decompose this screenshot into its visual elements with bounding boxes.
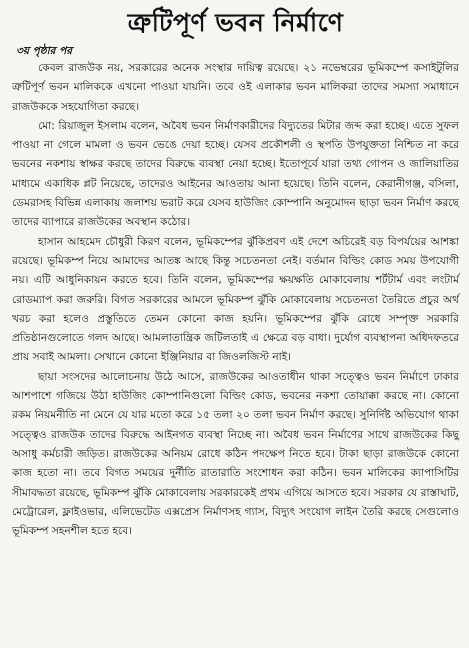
article-headline: ত্রুটিপূর্ণ ভবন নির্মাণে	[127, 8, 344, 37]
headline-container	[12, 6, 459, 42]
paragraph-4: ছায়া সংসদের আলোচনায় উঠে আসে, রাজউকের আওতাধীন থাকা সত্ত্বেও ভবন নির্মাণে ঢাকার আশপাশে গজিয়ে উঠা হাউজিং কোম্পানিগুলো বিল্ডিং কোড, ভবনের নকশা তোয়াক্কা করছে না। কোনো রকম নিয়মনীতি না মেনে যে যার মতো করে ১৫ তলা ২০ তলা ভবন নির্মাণ করছে। সুনির্দিষ্ট অভিযোগ থাকা সত্ত্বেও রাজউক তাদের বিরুদ্ধে আইনগত ব্যবস্থা নিচ্ছে না। অবৈধ ভবন নির্মাণের সাথে রাজউকের কিছু অসাধু কর্মচারী জড়িত। রাজউকের অনিয়ম রোধে কঠিন পদক্ষেপ নিতে হবে। টাকা ছাড়া রাজউকে কোনো কাজ হতো না। তবে বিগত সময়ের দুর্নীতি রাতারাতি সংশোধন করা কঠিন। ভবন মালিকের ক্যাপাসিটির সীমাবদ্ধতা রয়েছে, ভূমিকম্প ঝুঁকি মোকাবেলায় সরকারকেই প্রথম এগিয়ে আসতে হবে। সরকার যে রাস্তাঘাট, মেট্রোরেল, ফ্লাইওভার, এলিভেটেড এক্সপ্রেস নির্মাণসহ গ্যাস, বিদ্যুৎ সংযোগ লাইন তৈরি করছে সেগুলোও ভূমিকম্প সহনশীল হতে হবে।	[12, 370, 459, 538]
continued-from-label: ৩য় পৃষ্ঠার পর	[16, 45, 73, 57]
article-body	[12, 59, 459, 541]
paragraph-3: হাসান আহমেদ চৌধুরী কিরণ বলেন, ভূমিকম্পের ঝুঁকিপ্রবণ এই দেশে অচিরেই বড় বিপর্যয়ের আশঙ্কা রয়েছে। ভূমিকম্প নিয়ে আমাদের আতঙ্ক আছে কিন্তু সচেতনতা নেই। বর্তমান বিল্ডিং কোড সময় উপযোগী নয়। এটি আধুনিকায়ন করতে হবে। তিনি বলেন, ভূমিকম্পের ক্ষয়ক্ষতি মোকাবেলায় শর্টটার্ম এবং লংটার্ম রোডম্যাপ করা জরুরি। বিগত সরকারের আমলে ভূমিকম্প ঝুঁকি মোকাবেলায় সচেতনতা তৈরিতে প্রচুর অর্থ খরচ করা হলেও প্রস্তুতিতে তেমন কোনো কাজ হয়নি। ভূমিকম্পের ঝুঁকি রোধে সম্পৃক্ত সরকারি প্রতিষ্ঠানগুলোতে গলদ আছে। আমলাতান্ত্রিক জটিলতাই এ ক্ষেত্রে বড় বাধা। দুর্যোগ ব্যবস্থাপনা অধিদফতরে প্রায় সবাই আমলা। সেখানে কোনো ইঞ্জিনিয়ার বা জিওলজিস্ট নাই।	[12, 235, 459, 364]
paragraph-2: মো: রিয়াজুল ইসলাম বলেন, অবৈধ ভবন নির্মাণকারীদের বিদ্যুতের মিটার জব্দ করা হচ্ছে। এতে সুফল পাওয়া না গেলে মামলা ও ভবন ভেঙে দেয়া হচ্ছে। যেসব প্রকৌশলী ও স্থপতি উপযুক্ততা নিশ্চিত না করে ভবনের নকশায় স্বাক্ষর করছে তাদের বিরুদ্ধে ব্যবস্থা নেয়া হচ্ছে। ইতোপূর্বে যারা তথ্য গোপন ও জালিয়াতির মাধ্যমে একাধিক প্লট নিয়েছে, তাদেরও আইনের আওতায় আনা হয়েছে। তিনি বলেন, কেরানীগঞ্জ, বসিলা, ডেমরাসহ বিভিন্ন এলাকায় জলাশয় ভরাট করে যেসব হাউজিং কোম্পানি অনুমোদন ছাড়া ভবন নির্মাণ করছে তাদের ব্যাপারে রাজউকের অবস্থান কঠোর।	[12, 119, 459, 229]
paragraph-1: কেবল রাজউক নয়, সরকারের অনেক সংস্থার দায়িত্ব রয়েছে। ২১ নভেম্বরের ভূমিকম্পে কসাইটুলির ত্রুটিপূর্ণ ভবন মালিককে এখনো পাওয়া যায়নি। তবে ওই এলাকার ভবন মালিকরা তাদের সমস্যা সমাধানে রাজউককে সহযোগিতা করছে।	[12, 62, 459, 113]
